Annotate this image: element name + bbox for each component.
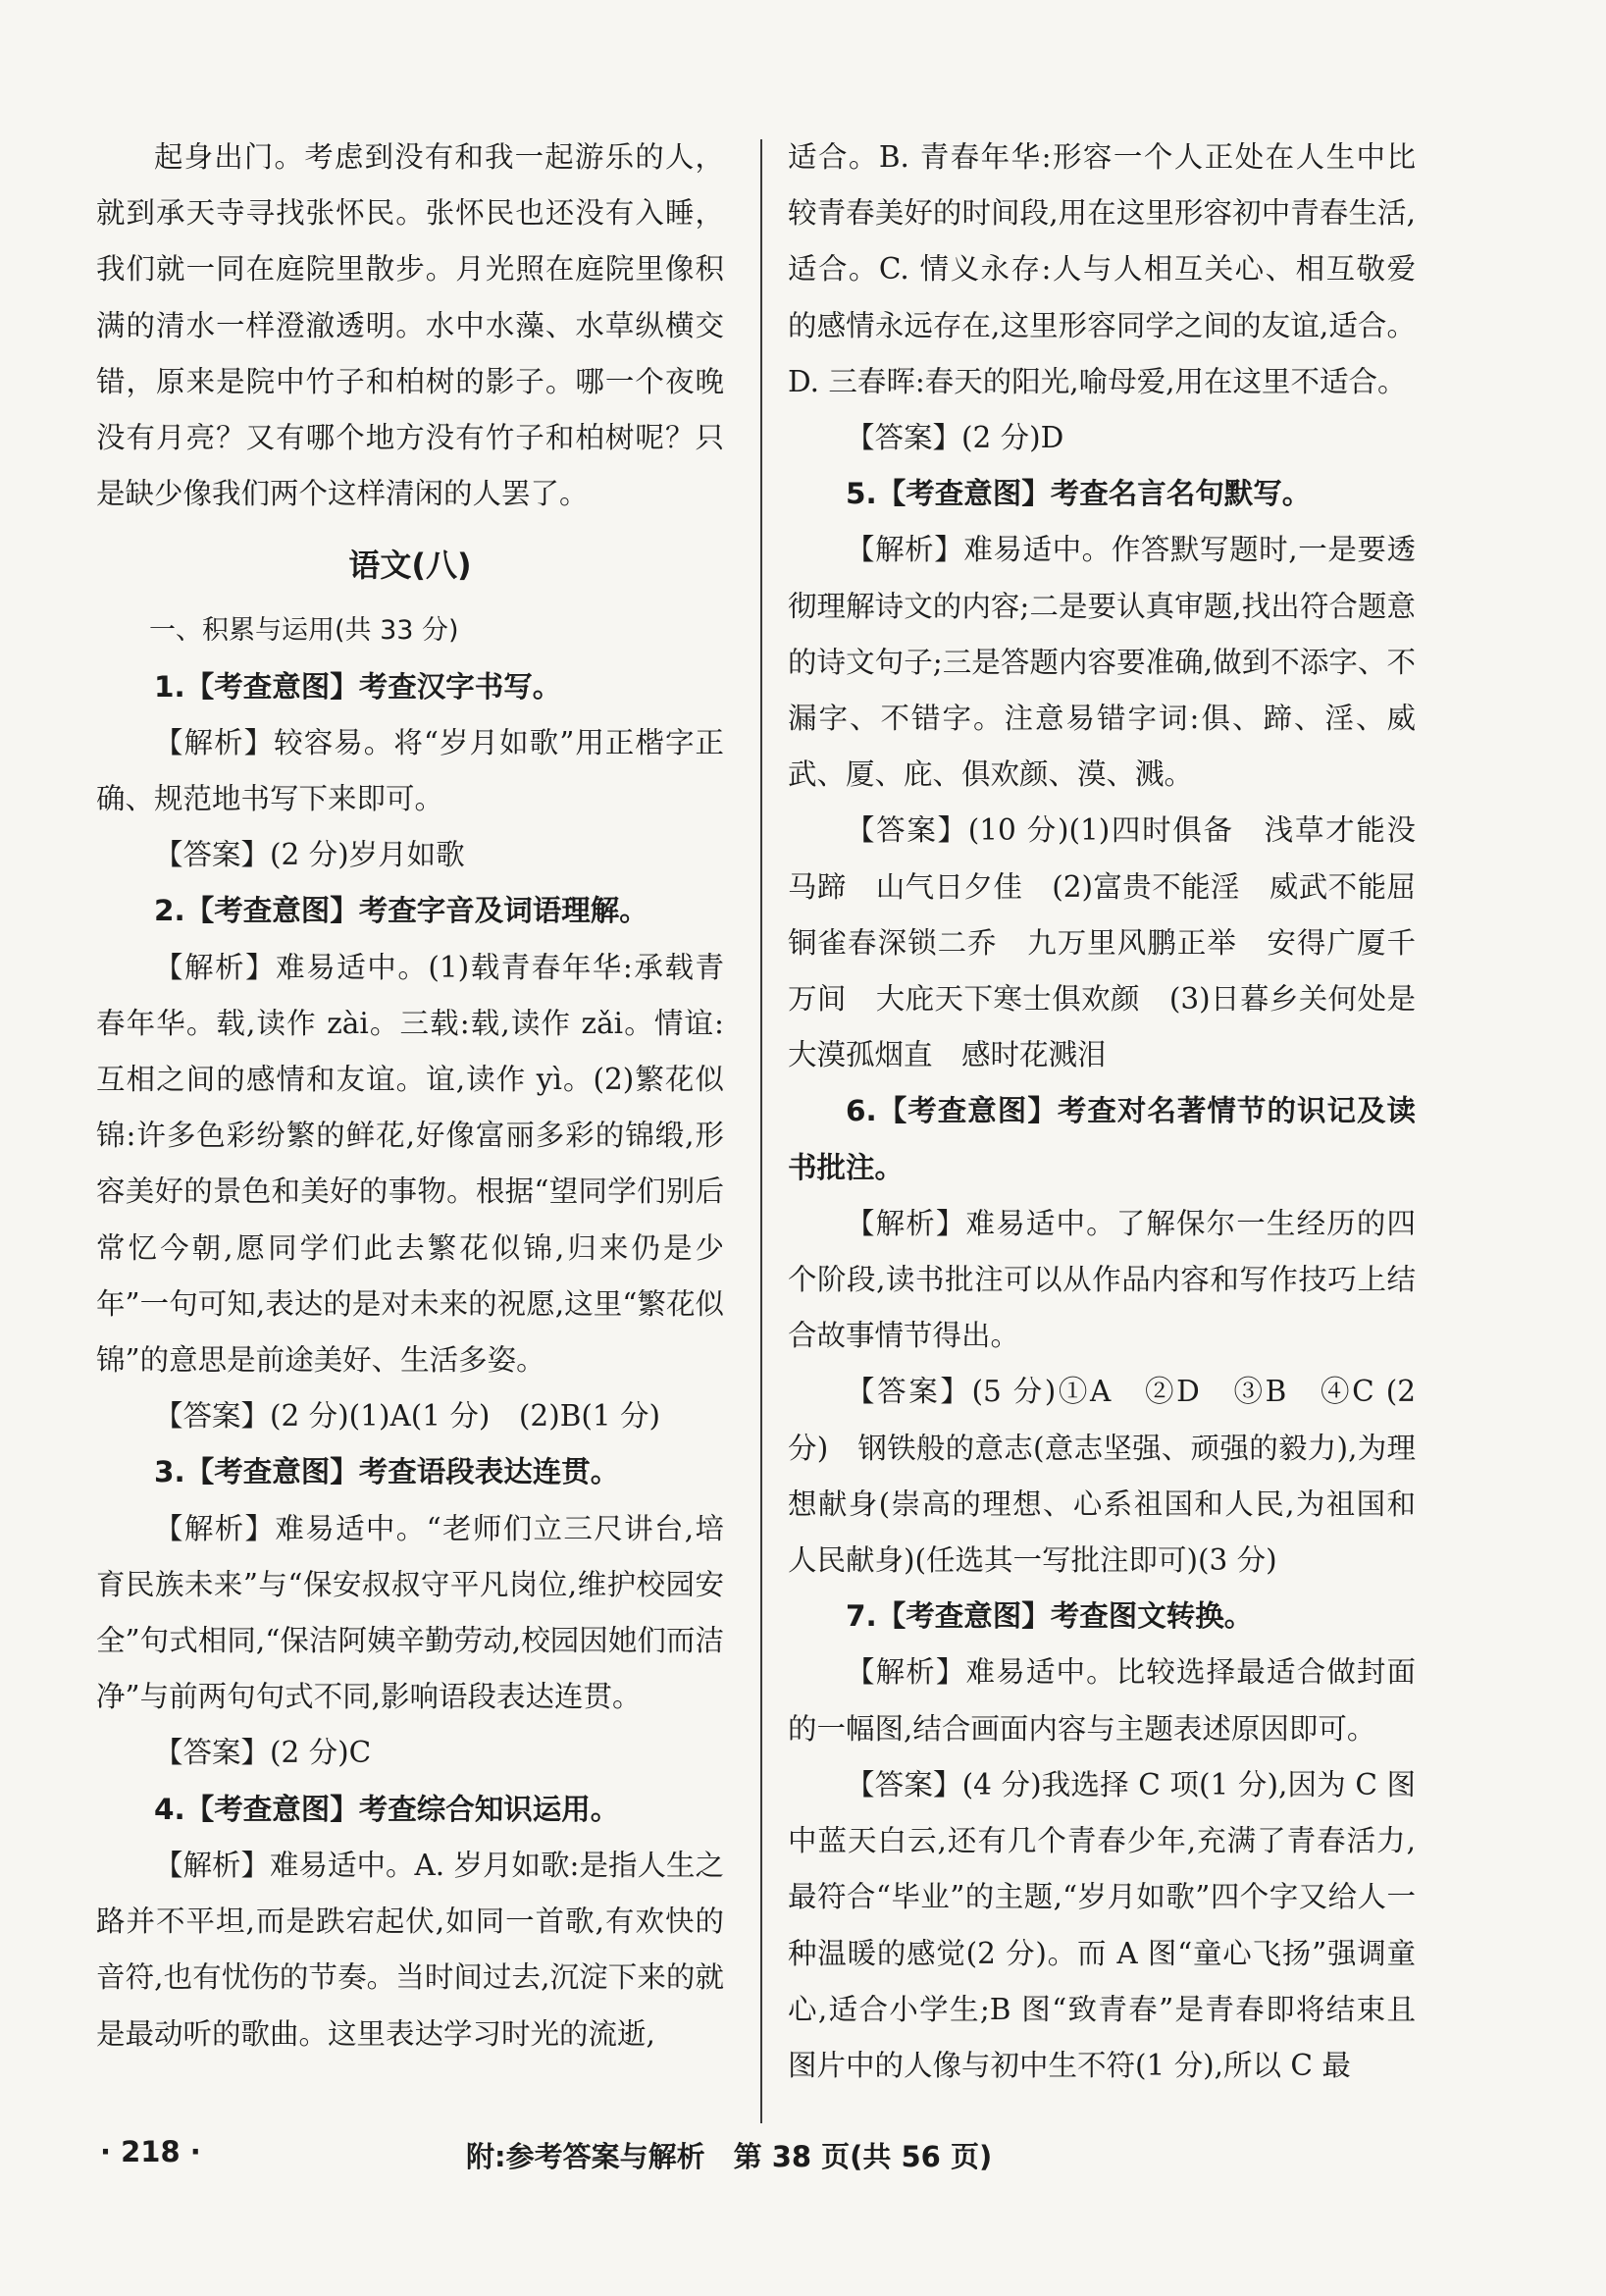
q2-heading: 2.【考查意图】考查字音及词语理解。 xyxy=(154,894,648,928)
q4-explanation: 【解析】难易适中。A. 岁月如歌:是指人生之路并不平坦,而是跌宕起伏,如同一首歌,有欢快的音符,也有忧伤的节奏。当时间过去,沉淀下来的就是最动听的歌曲。这里表达学习时光的流逝, xyxy=(96,1848,724,2051)
q1-answer: 【答案】(2 分)岁月如歌 xyxy=(154,838,465,872)
q2-answer: 【答案】(2 分)(1)A(1 分) (2)B(1 分) xyxy=(154,1399,661,1434)
q4-heading: 4.【考查意图】考查综合知识运用。 xyxy=(154,1792,620,1826)
q2-explanation: 【解析】难易适中。(1)载青春年华:承载青春年华。载,读作 zài。三载:载,读作 zǎi。情谊:互相之间的感情和友谊。谊,读作 yì。(2)繁花似锦:许多色彩纷繁的鲜花,好像富丽多彩的锦缎,形容美好的景色和美好的事物。根据“望同学们别后常忆今朝,愿同学们此去繁花似锦,归来仍是少年”一句可知,表达的是对未来的祝愿,这里“繁花似锦”的意思是前途美好、生活多姿。 xyxy=(96,950,724,1378)
section-title: 语文(八) xyxy=(348,547,472,585)
q4-answer: 【答案】(2 分)D xyxy=(846,421,1064,455)
q5-answer: 【答案】(10 分)(1)四时俱备 浅草才能没马蹄 山气日夕佳 (2)富贵不能淫 威武不能屈 铜雀春深锁二乔 九万里风鹏正举 安得广厦千万间 大庇天下寒士俱欢颜 (3)日暮乡关何处是 大漠孤烟直 感时花溅泪 xyxy=(788,813,1445,1072)
left-column xyxy=(96,130,724,2062)
q1-heading: 1.【考查意图】考查汉字书写。 xyxy=(154,669,562,704)
q3-heading: 3.【考查意图】考查语段表达连贯。 xyxy=(154,1455,620,1489)
q4-explanation-continued: 适合。B. 青春年华:形容一个人正处在人生中比较青春美好的时间段,用在这里形容初中青春生活,适合。C. 情义永存:人与人相互关心、相互敬爱的感情永远存在,这里形容同学之间的友谊,适合。D. 三春晖:春天的阳光,喻母爱,用在这里不适合。 xyxy=(788,140,1416,398)
q6-answer: 【答案】(5 分)①A ②D ③B ④C (2 分) 钢铁般的意志(意志坚强、顽强的毅力),为理想献身(崇高的理想、心系祖国和人民,为祖国和人民献身)(任选其一写批注即可)(3 分) xyxy=(788,1375,1416,1578)
page-footer xyxy=(0,2127,1606,2186)
column-divider xyxy=(760,139,762,2123)
q3-explanation: 【解析】难易适中。“老师们立三尺讲台,培育民族未来”与“保安叔叔守平凡岗位,维护校园安全”句式相同,“保洁阿姨辛勤劳动,校园因她们而洁净”与前两句句式不同,影响语段表达连贯。 xyxy=(96,1511,724,1714)
page-number: · 218 · xyxy=(100,2135,201,2168)
q7-heading: 7.【考查意图】考查图文转换。 xyxy=(846,1599,1254,1634)
q1-explanation: 【解析】较容易。将“岁月如歌”用正楷字正确、规范地书写下来即可。 xyxy=(96,725,724,816)
q7-answer: 【答案】(4 分)我选择 C 项(1 分),因为 C 图中蓝天白云,还有几个青春少年,充满了青春活力,最符合“毕业”的主题,“岁月如歌”四个字又给人一种温暖的感觉(2 分)。而 A 图“童心飞扬”强调童心,适合小学生;B 图“致青春”是青春即将结束且图片中的人像与初中生不符(1 分),所以 C 最 xyxy=(788,1767,1416,2082)
q6-explanation: 【解析】难易适中。了解保尔一生经历的四个阶段,读书批注可以从作品内容和写作技巧上结合故事情节得出。 xyxy=(788,1206,1416,1353)
q5-heading: 5.【考查意图】考查名言名句默写。 xyxy=(846,477,1312,511)
q3-answer: 【答案】(2 分)C xyxy=(154,1736,372,1770)
footer-title: 附:参考答案与解析 第 38 页(共 56 页) xyxy=(466,2140,993,2173)
right-column xyxy=(788,130,1445,2094)
translation-paragraph: 起身出门。考虑到没有和我一起游乐的人，就到承天寺寻找张怀民。张怀民也还没有入睡，我们就一同在庭院里散步。月光照在庭院里像积满的清水一样澄澈透明。水中水藻、水草纵横交错，原来是院中竹子和柏树的影子。哪一个夜晚没有月亮？又有哪个地方没有竹子和柏树呢？只是缺少像我们两个这样清闲的人罢了。 xyxy=(96,140,724,511)
q6-heading: 6.【考查意图】考查对名著情节的识记及读书批注。 xyxy=(788,1094,1416,1184)
q7-explanation: 【解析】难易适中。比较选择最适合做封面的一幅图,结合画面内容与主题表述原因即可。 xyxy=(788,1655,1416,1746)
q5-explanation: 【解析】难易适中。作答默写题时,一是要透彻理解诗文的内容;二是要认真审题,找出符合题意的诗文句子;三是答题内容要准确,做到不添字、不漏字、不错字。注意易错字词:俱、蹄、淫、威武、厦、庇、俱欢颜、漠、溅。 xyxy=(788,533,1416,792)
section-heading: 一、积累与运用(共 33 分) xyxy=(149,615,459,647)
